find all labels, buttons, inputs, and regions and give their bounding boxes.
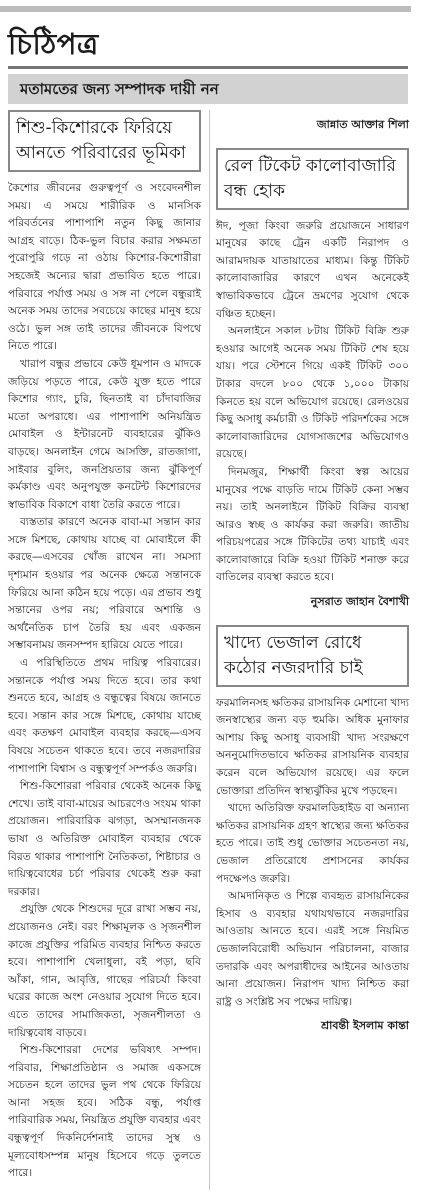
letter-paragraph: খারাপ বন্ধুর প্রভাবে কেউ ধূমপান ও মাদকে জড়িয়ে পড়তে পারে, কেউ যুক্ত হতে পারে কিশোর গ্যাং, চুরি, ছিনতাই বা চাঁদাবাজির মতো অপরাধে। এর পাশাপাশি অনিয়ন্ত্রিত মোবাইল ও ইন্টারনেট ব্যবহারের ঝুঁকিও বাড়ছে। অনলাইন গেমে আসক্তি, রাতজাগা, সাইবার বুলিং, জনপ্রিয়তার জন্য ঝুঁকিপূর্ণ কর্মকাণ্ড এবং অনুপযুক্ত কনটেন্ট কিশোরদের স্বাভাবিক বিকাশে বাধা তৈরি করতে পারে। [8,357,201,511]
letter-paragraph: এ পরিস্থিতিতে প্রথম দায়িত্ব পরিবারের। সন্তানকে পর্যাপ্ত সময় দিতে হবে। তার কথা শুনতে হবে, আগ্রহ ও বন্ধুত্বের বিষয়ে জানতে হবে। সন্তান কার সঙ্গে মিশছে, কোথায় যাচ্ছে এবং কতক্ষণ মোবাইল ব্যবহার করছে—এসব বিষয়ে সচেতন থাকতে হবে। তবে নজরদারির পাশাপাশি বিশ্বাস ও বন্ধুত্বপূর্ণ সম্পর্কও জরুরি। [8,657,201,775]
letter-paragraph: ঈদ, পূজা কিংবা জরুরি প্রয়োজনে সাধারণ মানুষের কাছে ট্রেন একটি নিরাপদ ও আরামদায়ক যাতায়াতের মাধ্যম। কিন্তু টিকিট কালোবাজারির কারণে এখন অনেকেই স্বাভাবিকভাবে ট্রেনে ভ্রমণের সুযোগ থেকে বঞ্চিত হচ্ছেন। [216,219,409,320]
letter-signature: শ্রাবন্তী ইসলাম কান্তা [321,1019,409,1033]
disclaimer-banner: মতামতের জন্য সম্পাদক দায়ী নন [8,74,408,104]
section-title: চিঠিপত্র [8,27,99,61]
letter-headline: রেল টিকেট কালোবাজারি বন্ধ হোক [216,148,409,210]
title-underline [8,66,408,69]
letter-column-left [8,110,201,1183]
letter-paragraph: দিনমজুর, শিক্ষার্থী কিংবা স্বল্প আয়ের মানুষের পক্ষে বাড়তি দামে টিকিট কেনা সম্ভব নয়। তাই অনলাইনে টিকিট বিক্রির ব্যবস্থা আরও স্বচ্ছ ও কার্যকর করা জরুরি। জাতীয় পরিচয়পত্রের সঙ্গে টিকিটের তথ্য যাচাই এবং কালোবাজারে বিক্রি হওয়া টিকিট শনাক্ত করে বাতিলের ব্যবস্থা করতে হবে। [216,465,409,584]
letter-paragraph: শিশু-কিশোররা দেশের ভবিষ্যৎ সম্পদ। পরিবার, শিক্ষাপ্রতিষ্ঠান ও সমাজ একসঙ্গে সচেতন হলে তাদের ভুল পথ থেকে ফিরিয়ে আনা সহজ হবে। সঠিক বন্ধু, পর্যাপ্ত পারিবারিক সময়, নিয়ন্ত্রিত প্রযুক্তি ব্যবহার এবং বন্ধুত্বপূর্ণ দিকনির্দেশনাই তাদের সুস্থ ও মূল্যবোধসম্পন্ন মানুষ হিসেবে গড়ে তুলতে পারে। [8,1044,201,1180]
letter-paragraph: ফরমালিনসহ ক্ষতিকর রাসায়নিক মেশানো খাদ্য জনস্বাস্থ্যের জন্য বড় হুমকি। অধিক মুনাফার আশায় কিছু অসাধু ব্যবসায়ী খাদ্য সংরক্ষণে অননুমোদিতভাবে ক্ষতিকর রাসায়নিক ব্যবহার করেন বলে অভিযোগ রয়েছে। এর ফলে ভোক্তারা প্রতিদিন স্বাস্থ্যঝুঁকির মুখে পড়ছেন। [216,696,409,797]
letter-paragraph: কৈশোর জীবনের গুরুত্বপূর্ণ ও সংবেদনশীল সময়। এ সময়ে শারীরিক ও মানসিক পরিবর্তনের পাশাপাশি নতুন কিছু জানার আগ্রহ বাড়ে। ঠিক-ভুল বিচার করার সক্ষমতা পুরোপুরি গড়ে না ওঠায় কিশোর-কিশোরীরা সহজেই অন্যের দ্বারা প্রভাবিত হতে পারে। পরিবারে পর্যাপ্ত সময় ও সঙ্গ না পেলে বন্ধুরাই অনেক সময় তাদের সবচেয়ে কাছের মানুষ হয়ে ওঠে। ভুল সঙ্গ তাই তাদের জীবনকে বিপথে নিতে পারে। [8,182,201,353]
letter-column-right [216,110,409,1035]
letter-paragraph: অনলাইনে সকাল ৮টায় টিকিট বিক্রি শুরু হওয়ার আগেই অনেক সময় টিকিট শেষ হয়ে যায়। পরে স্টেশনে গিয়ে একই টিকিট ৩০০ টাকার বদলে ৮০০ থেকে ১,০০০ টাকায় কিনতে হয় বলে অভিযোগ রয়েছে। রেলওয়ের কিছু অসাধু কর্মচারী ও টিকিট পরিদর্শকের সঙ্গে কালোবাজারিদের যোগসাজশের অভিযোগও রয়েছে। [216,325,409,461]
letter-paragraph: আমদানিকৃত ও শিল্পে ব্যবহৃত রাসায়নিকের হিসাব ও ব্যবহার যথাযথভাবে নজরদারির আওতায় আনতে হবে। এরই সঙ্গে নিয়মিত ভেজালবিরোধী অভিযান পরিচালনা, বাজার তদারকি এবং অপরাধীদের আইনের আওতায় আনা প্রয়োজন। নিরাপদ খাদ্য নিশ্চিত করা রাষ্ট্র ও সংশ্লিষ্ট সব পক্ষের দায়িত্ব। [216,890,409,1008]
column-divider [209,110,210,1190]
letter-paragraph: শিশু-কিশোররা পরিবার থেকেই অনেক কিছু শেখে। তাই বাবা-মায়ের আচরণেও সংযম থাকা প্রয়োজন। পারিবারিক ঝগড়া, অসম্মানজনক ভাষা ও অতিরিক্ত মোবাইল ব্যবহার থেকে বিরত থাকার পাশাপাশি নৈতিকতা, শিষ্টাচার ও দায়িত্ববোধের চর্চা পরিবার থেকেই শুরু করা দরকার। [8,780,201,898]
letter-paragraph: ব্যস্ততার কারণে অনেক বাবা-মা সন্তান কার সঙ্গে মিশছে, কোথায় যাচ্ছে বা মোবাইলে কী করছে—এসবের খোঁজ রাখেন না। সমস্যা দৃশ্যমান হওয়ার পর অনেক ক্ষেত্রে সন্তানকে ফিরিয়ে আনা কঠিন হয়ে পড়ে। এর প্রভাব শুধু সন্তানের ওপর নয়; পরিবারে অশান্তি ও অর্থনৈতিক চাপ তৈরি হয় এবং একজন সম্ভাবনাময় জনসম্পদ হারিয়ে যেতে পারে। [8,516,201,652]
letter-paragraph: খাদ্যে অতিরিক্ত ফরমালডিহাইড বা অন্যান্য ক্ষতিকর রাসায়নিক গ্রহণ স্বাস্থ্যের জন্য ক্ষতিকর হতে পারে। তাই শুধু ভোক্তার সচেতনতা নয়, ভেজাল প্রতিরোধে প্রশাসনের কার্যকর পদক্ষেপও জরুরি। [216,802,409,885]
letter-headline: শিশু-কিশোরকে ফিরিয়ে আনতে পরিবারের ভূমিকা [8,110,201,172]
letter-signature: নুসরাত জাহান বৈশাখী [310,595,409,609]
letter-headline: খাদ্যে ভেজাল রোধে কঠোর নজরদারি চাই [216,625,409,687]
letter-signature: জান্নাত আক্তার শিলা [316,118,409,131]
top-rule [0,6,411,12]
letter-paragraph: প্রযুক্তি থেকে শিশুদের দূরে রাখা সম্ভব নয়, প্রয়োজনও নেই। বরং শিক্ষামূলক ও সৃজনশীল কাজে প্রযুক্তির পরিমিত ব্যবহার নিশ্চিত করতে হবে। পাশাপাশি খেলাধুলা, বই পড়া, ছবি আঁকা, গান, আবৃত্তি, গাছের পরিচর্যা কিংবা ঘরের কাজে অংশ নেওয়ার সুযোগ দিতে হবে। এতে তাদের সামাজিকতা, সৃজনশীলতা ও দায়িত্ববোধ বাড়বে। [8,903,201,1039]
